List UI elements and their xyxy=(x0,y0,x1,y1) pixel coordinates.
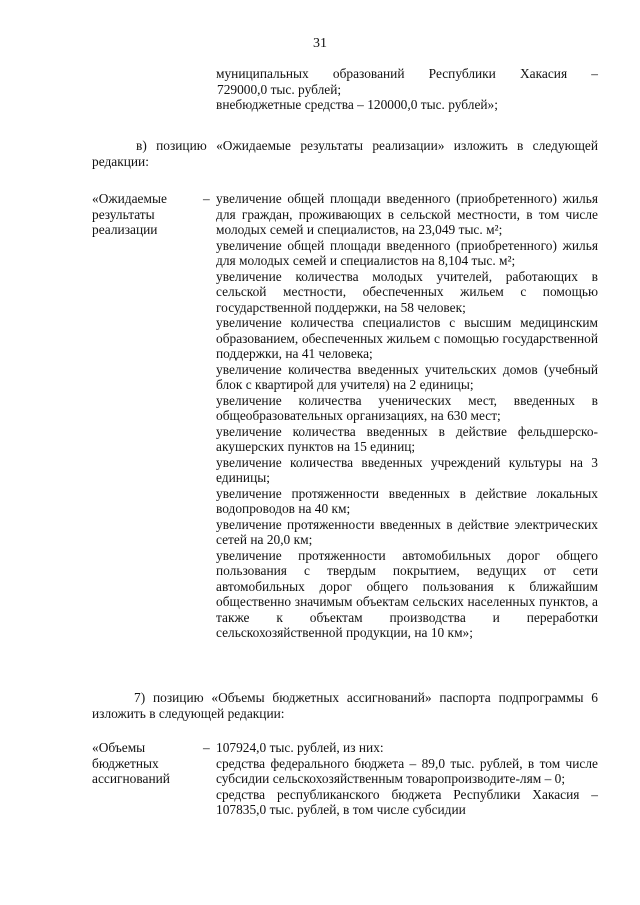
section-v-label-line-3: реализации xyxy=(92,222,158,237)
intro-line-2: 729000,0 тыс. рублей; xyxy=(217,81,342,97)
section-7-items xyxy=(216,740,598,818)
budget-item-2: средства федерального бюджета – 89,0 тыс. рублей, в том числе субсидии сельскохозяйственным товаропроизводите-лям – 0; xyxy=(216,755,598,786)
result-item-10: увеличение протяженности введенных в действие электрических сетей на 20,0 км; xyxy=(216,516,598,547)
section-7-label xyxy=(92,740,170,787)
section-7-label-line-1: «Объемы xyxy=(92,740,146,755)
section-7-label-line-2: бюджетных xyxy=(92,755,159,771)
result-item-3: увеличение количества молодых учителей, работающих в сельской местности, обеспеченных жильем с помощью государственной поддержки, на 58 человек; xyxy=(216,268,598,315)
result-item-7: увеличение количества введенных в действие фельдшерско-акушерских пунктов на 15 единиц; xyxy=(216,423,598,454)
intro-line-3: внебюджетные средства – 120000,0 тыс. рублей»; xyxy=(216,97,498,112)
page-number: 31 xyxy=(313,36,327,51)
section-v-heading-text: в) позицию «Ожидаемые результаты реализации» изложить в следующей редакции: xyxy=(92,138,598,169)
intro-block xyxy=(216,66,598,113)
result-item-4: увеличение количества специалистов с высшим медицинским образованием, обеспеченных жильем с помощью государственной поддержки, на 41 человека; xyxy=(216,315,598,361)
section-7-dash: – xyxy=(203,740,210,755)
section-v-dash: – xyxy=(203,191,210,206)
budget-item-1: 107924,0 тыс. рублей, из них: xyxy=(216,740,384,755)
section-7-heading xyxy=(92,690,598,721)
result-item-11: увеличение протяженности автомобильных дорог общего пользования с твердым покрытием, ведущих от сети автомобильных дорог общего пользования к ближайшим общественно значимым объектам сельских населенных пунктов, а также к объектам производства и переработки сельскохозяйственной продукции, на 10 км»; xyxy=(216,547,598,640)
result-item-1: увеличение общей площади введенного (приобретенного) жилья для граждан, проживающих в сельской местности, в том числе молодых семей и специалистов, на 23,049 тыс. м²; xyxy=(216,191,598,237)
result-item-8: увеличение количества введенных учреждений культуры на 3 единицы; xyxy=(216,454,598,485)
section-v-label xyxy=(92,191,167,238)
section-v-items xyxy=(216,191,598,641)
result-item-5: увеличение количества введенных учительских домов (учебный блок с квартирой для учителя) на 2 единицы; xyxy=(216,361,598,392)
section-7-heading-text: 7) позицию «Объемы бюджетных ассигнований» паспорта подпрограммы 6 изложить в следующей редакции: xyxy=(92,690,598,721)
intro-line-1: муниципальных образований Республики Хакасия – xyxy=(216,66,598,81)
result-item-9: увеличение протяженности введенных в действие локальных водопроводов на 40 км; xyxy=(216,485,598,516)
budget-item-3: средства республиканского бюджета Республики Хакасия – 107835,0 тыс. рублей, в том числе субсидии xyxy=(216,786,598,817)
result-item-6: увеличение количества ученических мест, введенных в общеобразовательных организациях, на 630 мест; xyxy=(216,392,598,423)
section-v-label-line-2: результаты xyxy=(92,206,155,222)
section-v-heading xyxy=(92,138,598,169)
section-7-label-line-3: ассигнований xyxy=(92,771,170,786)
section-v-label-line-1: «Ожидаемые xyxy=(92,191,167,206)
result-item-2: увеличение общей площади введенного (приобретенного) жилья для молодых семей и специалистов на 8,104 тыс. м²; xyxy=(216,237,598,268)
